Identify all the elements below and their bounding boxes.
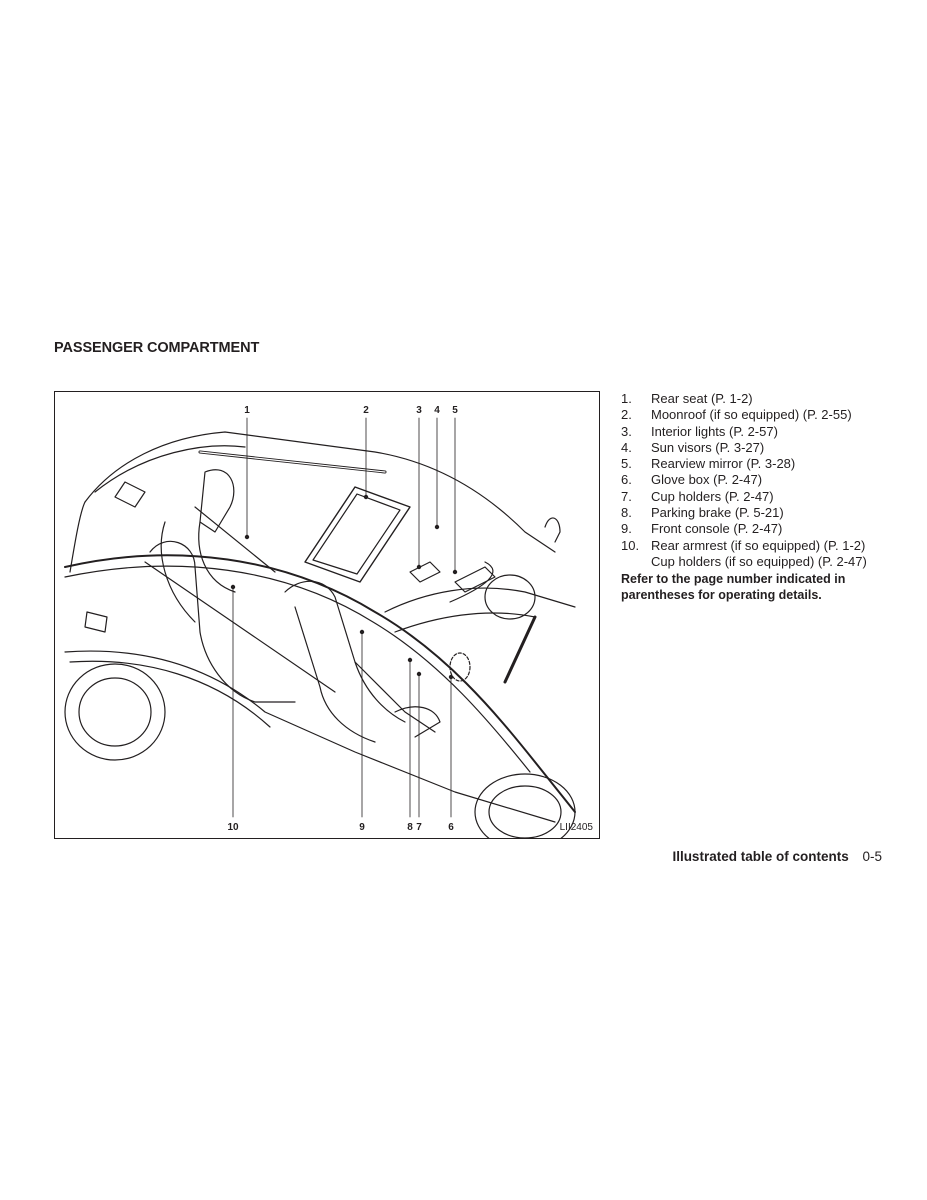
legend-number: 9. — [621, 521, 632, 537]
car-interior-drawing — [55, 392, 600, 839]
legend-text: Rear seat (P. 1-2) — [651, 391, 753, 406]
legend-text: Front console (P. 2-47) — [651, 521, 783, 537]
legend-number: 10. — [621, 537, 640, 553]
legend-item — [621, 538, 891, 554]
legend-item — [621, 440, 891, 456]
legend-item — [621, 505, 891, 521]
legend-item — [621, 407, 891, 423]
legend-number: 3. — [621, 423, 632, 439]
legend-continuation: Cup holders (if so equipped) (P. 2-47) — [651, 553, 867, 569]
callout-1: 1 — [244, 405, 250, 416]
figure-code: LII2405 — [559, 822, 593, 833]
legend-number: 2. — [621, 407, 632, 423]
legend-number: 1. — [621, 391, 632, 406]
callout-4: 4 — [434, 405, 440, 416]
legend-text: Interior lights (P. 2-57) — [651, 423, 778, 439]
legend-item — [621, 391, 891, 407]
legend-text: Moonroof (if so equipped) (P. 2-55) — [651, 407, 852, 423]
legend-item — [621, 521, 891, 537]
callout-3: 3 — [416, 405, 422, 416]
operating-note: Refer to the page number indicated in parentheses for operating details. — [621, 572, 846, 603]
callout-5: 5 — [452, 405, 458, 416]
legend-item — [621, 424, 891, 440]
page-footer — [672, 849, 882, 864]
legend-text: Cup holders (P. 2-47) — [651, 488, 774, 504]
footer-title: Illustrated table of contents — [672, 849, 849, 864]
legend-number: 4. — [621, 439, 632, 455]
page-number: 0-5 — [862, 849, 882, 864]
legend-list — [621, 391, 891, 603]
callout-9: 9 — [359, 822, 365, 833]
legend-item — [621, 456, 891, 472]
callout-7: 7 — [416, 822, 422, 833]
section-title: PASSENGER COMPARTMENT — [54, 340, 260, 356]
legend-number: 5. — [621, 456, 632, 472]
legend-text: Parking brake (P. 5-21) — [651, 505, 784, 521]
callout-2: 2 — [363, 405, 369, 416]
legend-text: Glove box (P. 2-47) — [651, 472, 763, 488]
legend-number: 7. — [621, 488, 632, 504]
callout-6: 6 — [448, 822, 454, 833]
legend-text: Rearview mirror (P. 3-28) — [651, 456, 796, 472]
legend-item — [621, 489, 891, 505]
legend-item — [621, 472, 891, 488]
passenger-compartment-illustration — [54, 391, 600, 839]
legend-text: Sun visors (P. 3-27) — [651, 439, 765, 455]
legend-number: 8. — [621, 505, 632, 521]
callout-8: 8 — [407, 822, 413, 833]
legend-number: 6. — [621, 472, 632, 488]
callout-10: 10 — [227, 822, 239, 833]
legend-text: Rear armrest (if so equipped) (P. 1-2) — [651, 537, 866, 553]
